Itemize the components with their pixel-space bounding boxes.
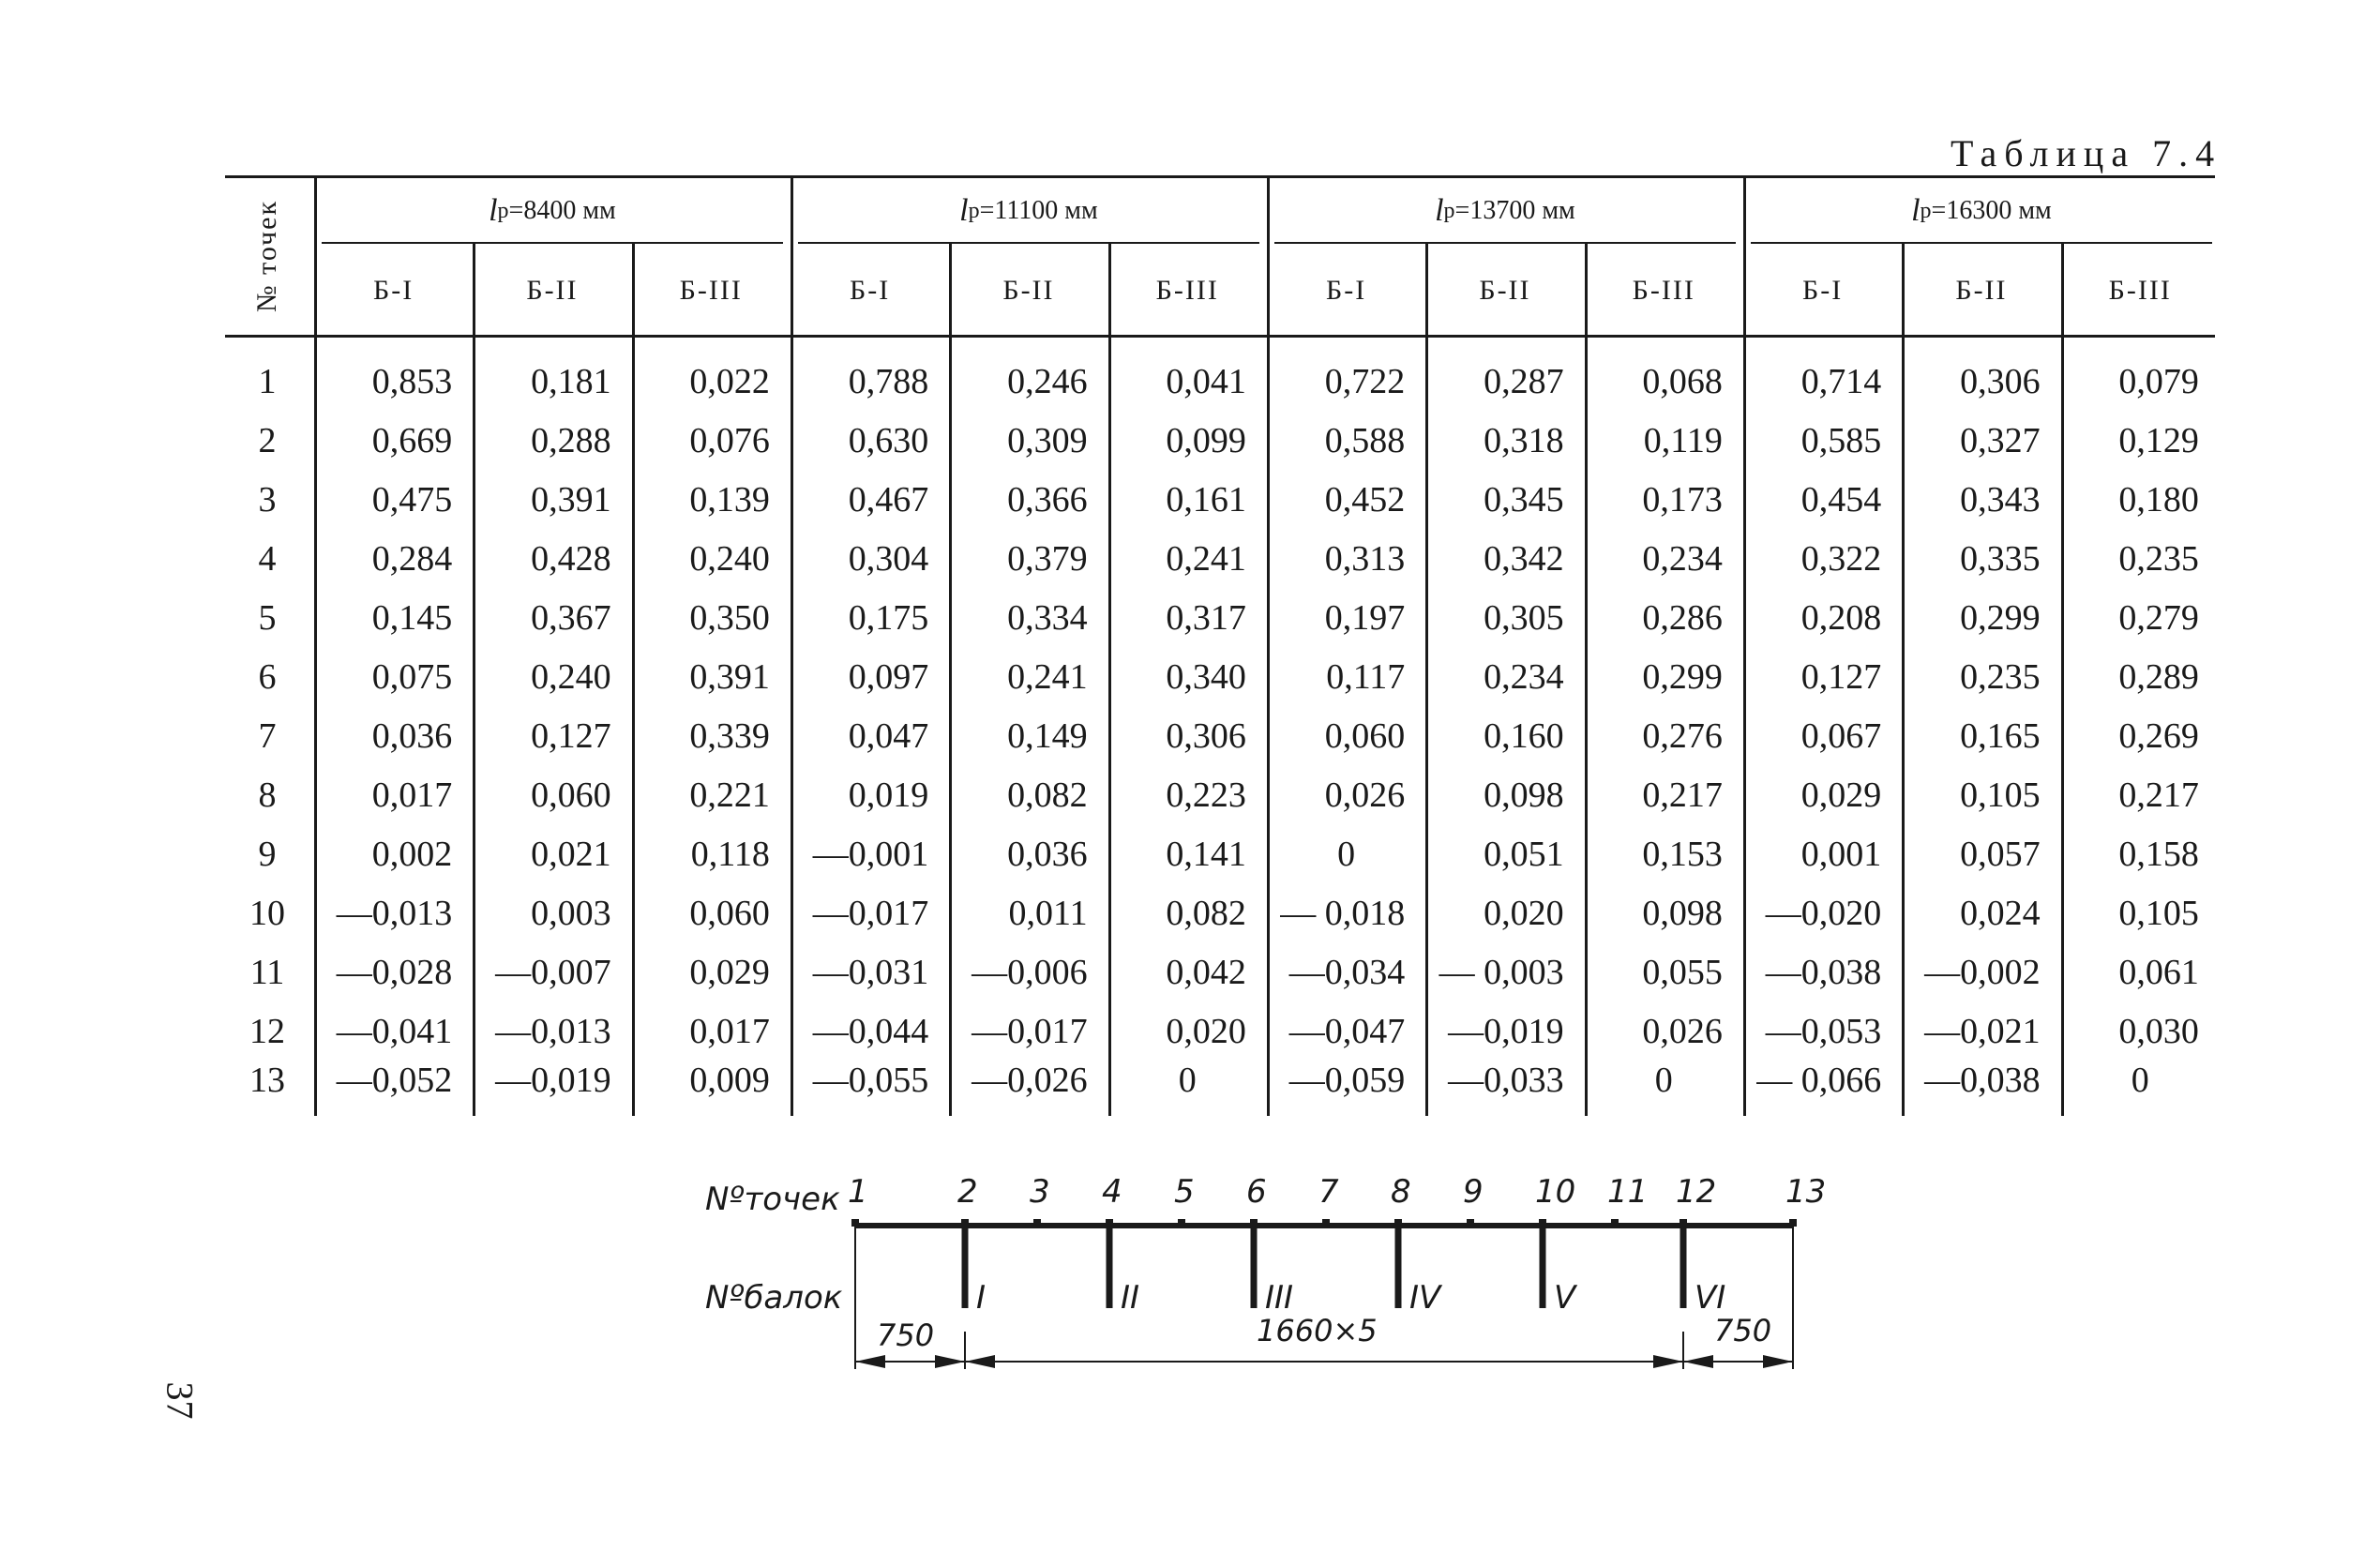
table-cell: 0,067 [1800,716,1882,756]
point-number: 1 [848,1173,868,1211]
span-header [791,183,1267,239]
table-cell: 0,118 [690,835,770,874]
table-cell: 0,217 [2118,776,2199,815]
table-cell: 0,175 [848,598,929,638]
table-cell: 0,068 [1642,362,1723,401]
table-cell: 0,149 [1007,716,1088,756]
table-cell: —0,033 [1448,1061,1564,1100]
table-cell: 0,161 [1166,480,1246,520]
table-cell: 0,289 [2118,657,2199,697]
points-label: Nºточек [705,1181,840,1218]
table-cell: 0,079 [2118,362,2199,401]
table-cell: 0,024 [1960,894,2041,933]
table-cell: 0,165 [1960,716,2041,756]
table-cell: 0,309 [1007,421,1088,460]
table-cell: 0,153 [1642,835,1723,874]
beam-number: VI [1695,1279,1726,1317]
dim-arrow-6 [1763,1355,1793,1368]
table-cell: —0,013 [495,1012,611,1051]
table-cell: 0,223 [1166,776,1246,815]
table-cell: 0,234 [1484,657,1564,697]
table-cell: 0,021 [531,835,611,874]
span-value: =8400 мм [508,196,616,225]
beam-number: I [976,1279,987,1317]
span-header [314,183,791,239]
table-cell: 0,051 [1484,835,1564,874]
table-cell: 0,009 [689,1061,770,1100]
table-cell: 0,345 [1484,480,1564,520]
table-cell: —0,034 [1288,953,1406,992]
table-cell: 0,630 [848,421,929,460]
table-cell: 0,127 [1800,657,1882,697]
table-cell: 0,246 [1007,362,1088,401]
point-number: 3 [1030,1173,1050,1211]
table-cell: —0,044 [812,1012,929,1051]
table-cell: 0,428 [531,539,611,579]
row-number: 5 [258,598,277,638]
table-cell: 0,317 [1166,598,1246,638]
beam-header: Б-III [2108,275,2172,306]
table-cell: —0,017 [972,1012,1088,1051]
table-cell: —0,041 [336,1012,453,1051]
table-cell: 0 [1654,1061,1673,1100]
table-cell: —0,007 [495,953,611,992]
table-cell: 0,060 [1324,716,1406,756]
table-title: Таблица 7.4 [1951,132,2222,174]
table-cell: —0,006 [972,953,1088,992]
table-cell: 0,026 [1642,1012,1723,1051]
table-cell: 0,022 [689,362,770,401]
table-cell: 0,076 [689,421,770,460]
span-header [1743,183,2220,239]
table-cell: 0,343 [1960,480,2041,520]
table-cell: 0,467 [848,480,929,520]
beam-header: Б-I [850,275,891,306]
table-cell: 0,288 [531,421,611,460]
table-cell: — 0,066 [1756,1061,1882,1100]
table-cell: 0,145 [371,598,453,638]
table-cell: 0,119 [1643,421,1723,460]
span-subscript: р [1443,198,1455,223]
table-cell: —0,052 [336,1061,453,1100]
span-value: =16300 мм [1931,196,2052,225]
table-cell: 0,047 [848,716,929,756]
table-cell: 0,335 [1960,539,2041,579]
row-number: 4 [258,539,277,579]
table-cell: 0,588 [1324,421,1406,460]
table-cell: 0,585 [1800,421,1882,460]
table-cell: 0,057 [1960,835,2041,874]
beam-number: III [1265,1279,1294,1317]
beam-header: Б-II [1002,275,1055,306]
table-cell: 0,020 [1166,1012,1246,1051]
row-number: 8 [258,776,277,815]
table-cell: 0,181 [531,362,611,401]
table-cell: 0,221 [689,776,770,815]
table-cell: —0,020 [1765,894,1882,933]
table-cell: —0,053 [1765,1012,1882,1051]
table-cell: 0,391 [531,480,611,520]
table-cell: 0,019 [848,776,929,815]
table-cell: 0,342 [1484,539,1564,579]
table-cell: 0,391 [689,657,770,697]
beam-header: Б-II [526,275,579,306]
table-cell: 0,367 [531,598,611,638]
table-cell: 0,304 [848,539,929,579]
table-cell: —0,031 [812,953,929,992]
table-cell: 0,097 [848,657,929,697]
table-cell: —0,028 [336,953,453,992]
beam-header: Б-I [373,275,414,306]
table-cell: 0,452 [1324,480,1406,520]
span-subscript: р [497,198,509,223]
point-number: 6 [1246,1173,1267,1211]
table-cell: 0,042 [1166,953,1246,992]
page-number: 37 [158,1381,202,1420]
table-cell: —0,001 [812,835,929,874]
table-cell: 0,082 [1166,894,1246,933]
table-cell: 0,279 [2118,598,2199,638]
table-cell: 0 [1337,835,1356,874]
table-cell: 0,299 [1960,598,2041,638]
point-number: 9 [1463,1173,1484,1211]
table-cell: 0,235 [2118,539,2199,579]
table-cell: —0,021 [1924,1012,2041,1051]
point-number: 4 [1102,1173,1122,1211]
table-cell: 0,306 [1166,716,1246,756]
table-cell: 0,276 [1642,716,1723,756]
table-cell: 0,788 [848,362,929,401]
table-cell: 0,669 [371,421,453,460]
table-cell: 0,305 [1484,598,1564,638]
dim-arrow-3 [965,1355,995,1368]
table-cell: 0,366 [1007,480,1088,520]
table-cell: 0,141 [1166,835,1246,874]
table-cell: 0,318 [1484,421,1564,460]
table-cell: 0,041 [1166,362,1246,401]
beams-label: Nºбалок [705,1279,843,1317]
table-cell: 0,208 [1800,598,1882,638]
dim-arrow-4 [1653,1355,1683,1368]
beam-number: V [1554,1279,1576,1317]
row-number: 1 [258,362,277,401]
table-cell: 0,197 [1324,598,1406,638]
dim-left-label: 750 [877,1318,935,1353]
table-cell: 0,241 [1007,657,1088,697]
table-cell: 0,853 [371,362,453,401]
span-header [1267,183,1743,239]
table-cell: 0,029 [1800,776,1882,815]
span-subscript: р [968,198,980,223]
beam-number: IV [1409,1279,1441,1317]
table-cell: 0,454 [1800,480,1882,520]
table-cell: 0,026 [1324,776,1406,815]
point-number: 11 [1607,1173,1649,1211]
table-cell: 0,340 [1166,657,1246,697]
beam-number: II [1121,1279,1140,1317]
table-cell: 0,003 [531,894,611,933]
point-number: 12 [1676,1173,1717,1211]
table-cell: 0,002 [371,835,453,874]
table-cell: 0,158 [2118,835,2199,874]
table-cell: 0,036 [1007,835,1088,874]
table-cell: —0,019 [1448,1012,1564,1051]
row-number: 3 [258,480,277,520]
table-cell: 0,127 [531,716,611,756]
table-cell: 0,117 [1326,657,1406,697]
table-cell: 0,241 [1166,539,1246,579]
table-cell: —0,059 [1288,1061,1406,1100]
point-number: 13 [1785,1173,1827,1211]
row-number: 2 [258,421,277,460]
point-number: 8 [1391,1173,1411,1211]
table-cell: —0,026 [972,1061,1088,1100]
dim-middle-label: 1660×5 [1257,1313,1378,1348]
table-cell: —0,013 [336,894,453,933]
span-value: =11100 мм [979,196,1098,225]
table-cell: 0,036 [371,716,453,756]
table-cell: 0,105 [1960,776,2041,815]
beam-header: Б-I [1802,275,1844,306]
span-value: =13700 мм [1454,196,1575,225]
table-cell: 0,011 [1008,894,1088,933]
table-cell: 0,313 [1324,539,1406,579]
table-cell: 0,075 [371,657,453,697]
table-cell: 0,240 [689,539,770,579]
table-cell: 0,299 [1642,657,1723,697]
point-number: 5 [1174,1173,1195,1211]
table-cell: 0,139 [689,480,770,520]
dim-arrow-1 [855,1355,885,1368]
table-cell: 0 [1178,1061,1197,1100]
table-cell: —0,019 [495,1061,611,1100]
table-cell: 0 [2131,1061,2149,1100]
row-number: 9 [258,835,277,874]
beam-header: Б-III [1632,275,1695,306]
beam-header: Б-II [1479,275,1531,306]
row-number: 6 [258,657,277,697]
table-cell: 0,217 [1642,776,1723,815]
span-symbol: l [1911,193,1921,228]
table-cell: —0,038 [1765,953,1882,992]
beam-header: Б-I [1326,275,1367,306]
table-cell: 0,722 [1324,362,1406,401]
table-cell: 0,284 [371,539,453,579]
table-cell: 0,379 [1007,539,1088,579]
table-cell: 0,235 [1960,657,2041,697]
table-cell: 0,240 [531,657,611,697]
row-number: 7 [258,716,277,756]
table-cell: 0,030 [2118,1012,2199,1051]
table-cell: —0,002 [1924,953,2041,992]
dim-right-label: 750 [1714,1313,1772,1348]
table-cell: — 0,018 [1280,894,1406,933]
table-cell: 0,060 [531,776,611,815]
beam-header: Б-II [1955,275,2008,306]
span-symbol: l [959,193,969,228]
beam-header: Б-III [679,275,743,306]
span-subscript: р [1920,198,1932,223]
table-cell: —0,047 [1288,1012,1406,1051]
point-number: 10 [1535,1173,1576,1211]
table-cell: 0,055 [1642,953,1723,992]
table-cell: 0,060 [689,894,770,933]
row-number: 12 [249,1012,285,1051]
table-cell: 0,029 [689,953,770,992]
table-cell: 0,350 [689,598,770,638]
span-symbol: l [489,193,498,228]
row-number: 10 [249,894,285,933]
row-header-label: № точек [251,199,282,312]
table-cell: 0,306 [1960,362,2041,401]
table-cell: 0,099 [1166,421,1246,460]
table-cell: 0,017 [371,776,453,815]
row-number: 11 [249,953,285,992]
row-number: 13 [249,1061,285,1100]
table-cell: 0,334 [1007,598,1088,638]
dim-arrow-5 [1683,1355,1713,1368]
table-cell: 0,017 [689,1012,770,1051]
table-cell: 0,286 [1642,598,1723,638]
table-cell: 0,475 [371,480,453,520]
table-cell: 0,160 [1484,716,1564,756]
table-cell: 0,173 [1642,480,1723,520]
table-cell: 0,105 [2118,894,2199,933]
table-cell: 0,322 [1800,539,1882,579]
table-cell: — 0,003 [1439,953,1564,992]
table-cell: 0,001 [1800,835,1882,874]
table-cell: 0,020 [1484,894,1564,933]
table-cell: 0,098 [1642,894,1723,933]
table-cell: 0,327 [1960,421,2041,460]
dim-arrow-2 [935,1355,965,1368]
beam-header: Б-III [1155,275,1219,306]
table-cell: 0,714 [1800,362,1882,401]
table-cell: 0,234 [1642,539,1723,579]
point-number: 7 [1318,1173,1339,1211]
span-symbol: l [1435,193,1444,228]
point-number: 2 [957,1173,978,1211]
table-cell: 0,180 [2118,480,2199,520]
table-cell: 0,129 [2118,421,2199,460]
table-cell: —0,055 [812,1061,929,1100]
table-cell: —0,038 [1924,1061,2041,1100]
table-cell: 0,269 [2118,716,2199,756]
table-cell: 0,098 [1484,776,1564,815]
table-cell: 0,082 [1007,776,1088,815]
table-cell: 0,339 [689,716,770,756]
table-cell: 0,287 [1484,362,1564,401]
table-cell: 0,061 [2118,953,2199,992]
table-cell: —0,017 [812,894,929,933]
